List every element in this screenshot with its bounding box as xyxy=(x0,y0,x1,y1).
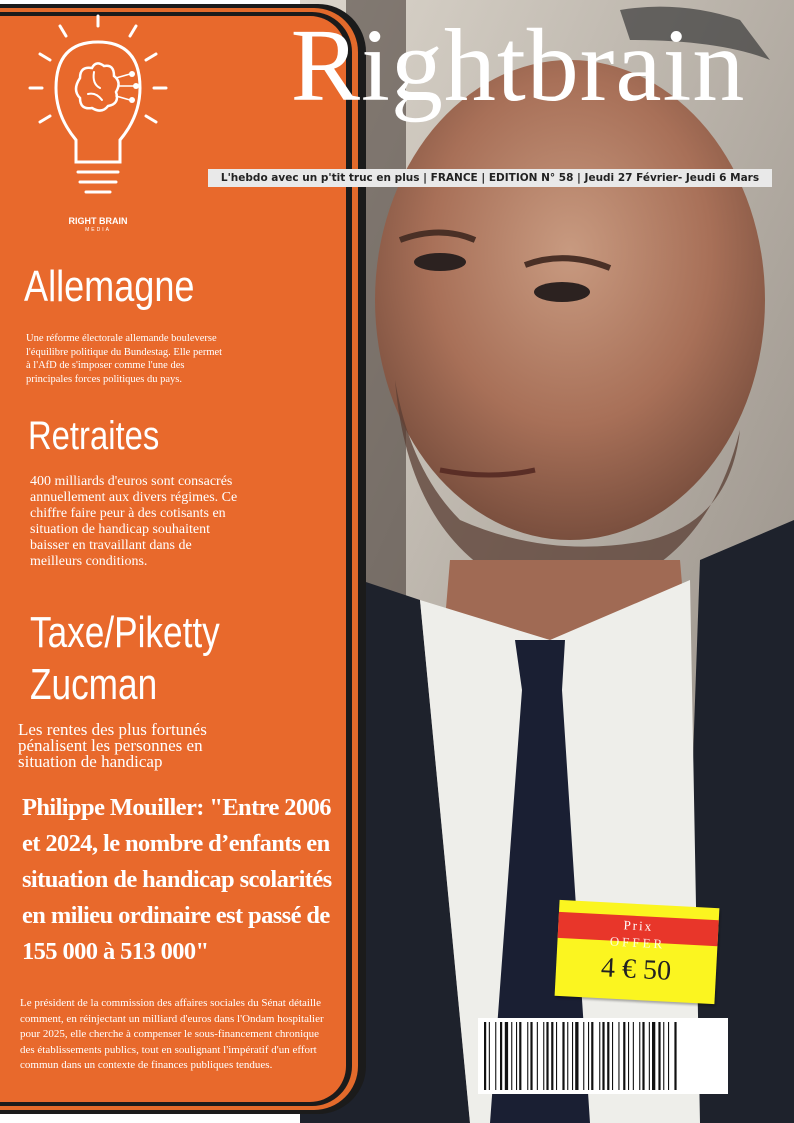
price-label: Prix xyxy=(623,917,654,934)
barcode-stripe xyxy=(607,1022,609,1090)
logo-line1: RIGHT BRAIN xyxy=(68,216,128,226)
barcode-stripe xyxy=(546,1022,548,1090)
barcode-stripe xyxy=(511,1022,512,1090)
headline-retraites: Retraites xyxy=(28,414,160,458)
barcode-stripe xyxy=(623,1022,625,1090)
barcode-stripe xyxy=(642,1022,644,1090)
masthead-title: Rightbrain xyxy=(290,8,746,123)
barcode-stripe xyxy=(591,1022,593,1090)
barcode-stripe xyxy=(663,1022,664,1090)
barcode-stripe xyxy=(489,1022,490,1090)
barcode-image xyxy=(484,1022,722,1090)
tagline-bar: L'hebdo avec un p'tit truc en plus | FRANCE | EDITION N° 58 | Jeudi 27 Février- Jeudi 6 Mars xyxy=(208,169,772,187)
barcode-stripe xyxy=(551,1022,553,1090)
barcode-stripe xyxy=(495,1022,496,1090)
quote-text: Le président de la commission des affaires sociales du Sénat détaille comment, en réinjectant un milliard d'euros dans l'Ondam hospitalier pour 2025, elle cherche à compenser le sous-financement chronique des établissements publics, tout en soulignant l'impératif d'un effort commun dans un contexte de finances publiques tendues. xyxy=(20,997,324,1072)
headline-allemagne: Allemagne xyxy=(24,262,195,311)
headline-taxe-line2: Zucman xyxy=(30,660,158,709)
barcode-stripe xyxy=(668,1022,669,1090)
price-offer: OFFER xyxy=(609,933,666,952)
price-amount: 4 € 50 xyxy=(600,952,672,987)
barcode-stripe xyxy=(484,1022,486,1090)
barcode-stripe xyxy=(618,1022,619,1090)
barcode-stripe xyxy=(500,1022,502,1090)
barcode-stripe xyxy=(658,1022,660,1090)
text-taxe: Les rentes des plus fortunés pénalisent les personnes en situation de handicap xyxy=(18,720,207,771)
barcode-stripe xyxy=(652,1022,655,1090)
barcode-stripe xyxy=(588,1022,589,1090)
barcode-stripe xyxy=(567,1022,568,1090)
price-tag xyxy=(555,900,720,1004)
barcode xyxy=(478,1018,728,1094)
headline-taxe xyxy=(30,607,220,711)
logo-line2: MEDIA xyxy=(85,227,111,233)
barcode-stripe xyxy=(633,1022,634,1090)
barcode-stripe xyxy=(530,1022,532,1090)
lightbulb-brain-icon xyxy=(22,12,174,192)
barcode-stripe xyxy=(556,1022,557,1090)
barcode-stripe xyxy=(602,1022,604,1090)
barcode-stripe xyxy=(519,1022,521,1090)
text-allemagne: Une réforme électorale allemande bouleverse l'équilibre politique du Bundestag. Elle permet à l'AfD de s'imposer comme l'une des principales forces politiques du pays. xyxy=(26,333,223,385)
barcode-stripe xyxy=(572,1022,573,1090)
barcode-stripe xyxy=(575,1022,578,1090)
logo-wordmark xyxy=(58,216,138,233)
barcode-stripe xyxy=(649,1022,650,1090)
barcode-stripe xyxy=(583,1022,584,1090)
barcode-stripe xyxy=(639,1022,640,1090)
barcode-stripe xyxy=(516,1022,517,1090)
barcode-stripe xyxy=(527,1022,528,1090)
quote-headline: Philippe Mouiller: "Entre 2006 et 2024, le nombre d’enfants en situation de handicap scolarités en milieu ordinaire est passé de 155 000 à 513 000" xyxy=(22,794,332,965)
barcode-stripe xyxy=(612,1022,613,1090)
barcode-stripe xyxy=(537,1022,538,1090)
headline-taxe-line1: Taxe/Piketty xyxy=(30,608,220,657)
barcode-stripe xyxy=(628,1022,629,1090)
barcode-stripe xyxy=(543,1022,544,1090)
barcode-stripe xyxy=(562,1022,564,1090)
barcode-stripe xyxy=(505,1022,508,1090)
text-retraites: 400 milliards d'euros sont consacrés annuellement aux divers régimes. Ce chiffre faire peur à des cotisants en situation de handicap souhaitent baisser en travaillant dans de meilleurs conditions. xyxy=(30,474,238,569)
barcode-stripe xyxy=(599,1022,600,1090)
barcode-stripe xyxy=(674,1022,676,1090)
